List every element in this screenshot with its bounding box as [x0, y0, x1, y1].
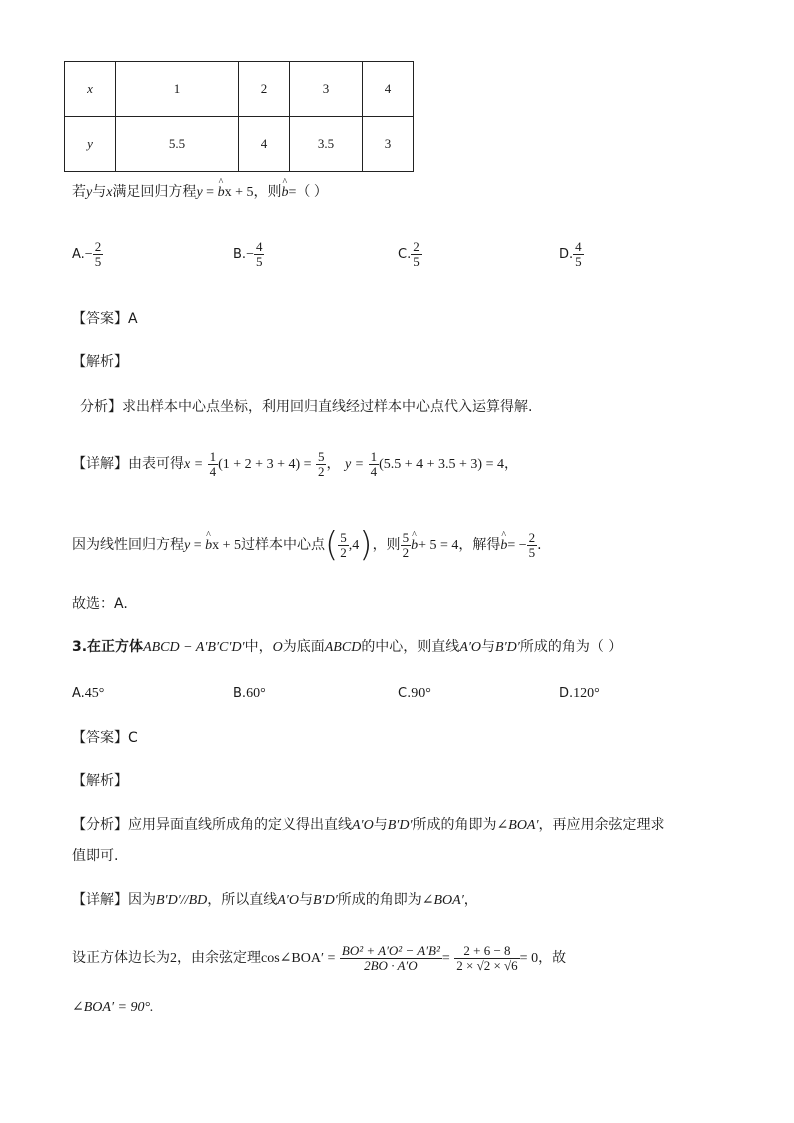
table-cell: 4 — [363, 62, 414, 117]
q2-analysis-title: 【解析】 — [72, 354, 128, 370]
q3-cosine-line: 设正方体边长为2，由余弦定理cos∠BOA′ = $\frac{\text{BO² + A′O² − A′B²}}{2BO \cdot A'O}$ = $\frac{2 + 6 - 8}{2 \times √2 \times √6}$ = 0，故 — [72, 943, 567, 973]
q2-answer: 【答案】A — [72, 311, 138, 327]
table-cell: 3.5 — [290, 117, 363, 172]
q2-option-c: C. $\frac{2}{5}$ — [398, 239, 420, 269]
q3-fenxi-line2: 值即可. — [72, 848, 119, 864]
table-cell: x — [65, 62, 116, 117]
q2-conclusion: 故选：A. — [72, 596, 128, 612]
q2-option-d: D. $\frac{4}{5}$ — [559, 239, 582, 269]
q2-stem: 若y与x满足回归方程y = ^ bx + 5，则^ b=（ ） — [72, 185, 328, 200]
q3-stem: 3.在正方体ABCD − A′B′C′D′中，O为底面ABCD的中心，则直线A′O与B′D′所成的角为（ ） — [72, 639, 623, 655]
q3-option-a: A.45° — [72, 686, 105, 701]
table-row — [65, 62, 414, 117]
table-cell: 3 — [290, 62, 363, 117]
q2-fenxi: 分析】求出样本中心点坐标，利用回归直线经过样本中心点代入运算得解. — [80, 399, 533, 415]
table-cell: y — [65, 117, 116, 172]
q3-option-d: D.120° — [559, 686, 600, 701]
table-cell: 5.5 — [116, 117, 239, 172]
q3-detail-line1: 【详解】因为B′D′//BD，所以直线A′O与B′D′所成的角即为∠BOA′， — [72, 892, 478, 908]
q3-option-c: C.90° — [398, 686, 431, 701]
table-row — [65, 117, 414, 172]
q3-option-b: B.60° — [233, 686, 266, 701]
q2-detail-line1: 【详解】由表可得x = $\frac{1}{4}$ (1 + 2 + 3 + 4) = $\frac{5}{2}$ ， y = $\frac{1}{4}$ (5.5 + 4 + 3.5 + 3) = 4， — [72, 449, 518, 479]
q3-answer: 【答案】C — [72, 730, 138, 746]
data-table — [64, 61, 414, 172]
table-cell: 1 — [116, 62, 239, 117]
q3-analysis-title: 【解析】 — [72, 773, 128, 789]
q3-final: ∠BOA′ = 90°. — [72, 1000, 154, 1015]
q2-detail-line2: 因为线性回归方程y = ^ bx + 5过样本中心点( $\frac{5}{2}$ ,4)，则 $\frac{5}{2}$ ^ b+ 5 = 4，解得^ b= − $\frac{2}{5}$ . — [72, 528, 542, 562]
q2-option-b: B.− $\frac{4}{5}$ — [233, 239, 263, 269]
q3-fenxi-line1: 【分析】应用异面直线所成角的定义得出直线A′O与B′D′所成的角即为∠BOA′，再应用余弦定理求 — [72, 817, 665, 833]
q2-option-a: A.− $\frac{2}{5}$ — [72, 239, 102, 269]
table-cell: 4 — [239, 117, 290, 172]
table-cell: 3 — [363, 117, 414, 172]
table-cell: 2 — [239, 62, 290, 117]
